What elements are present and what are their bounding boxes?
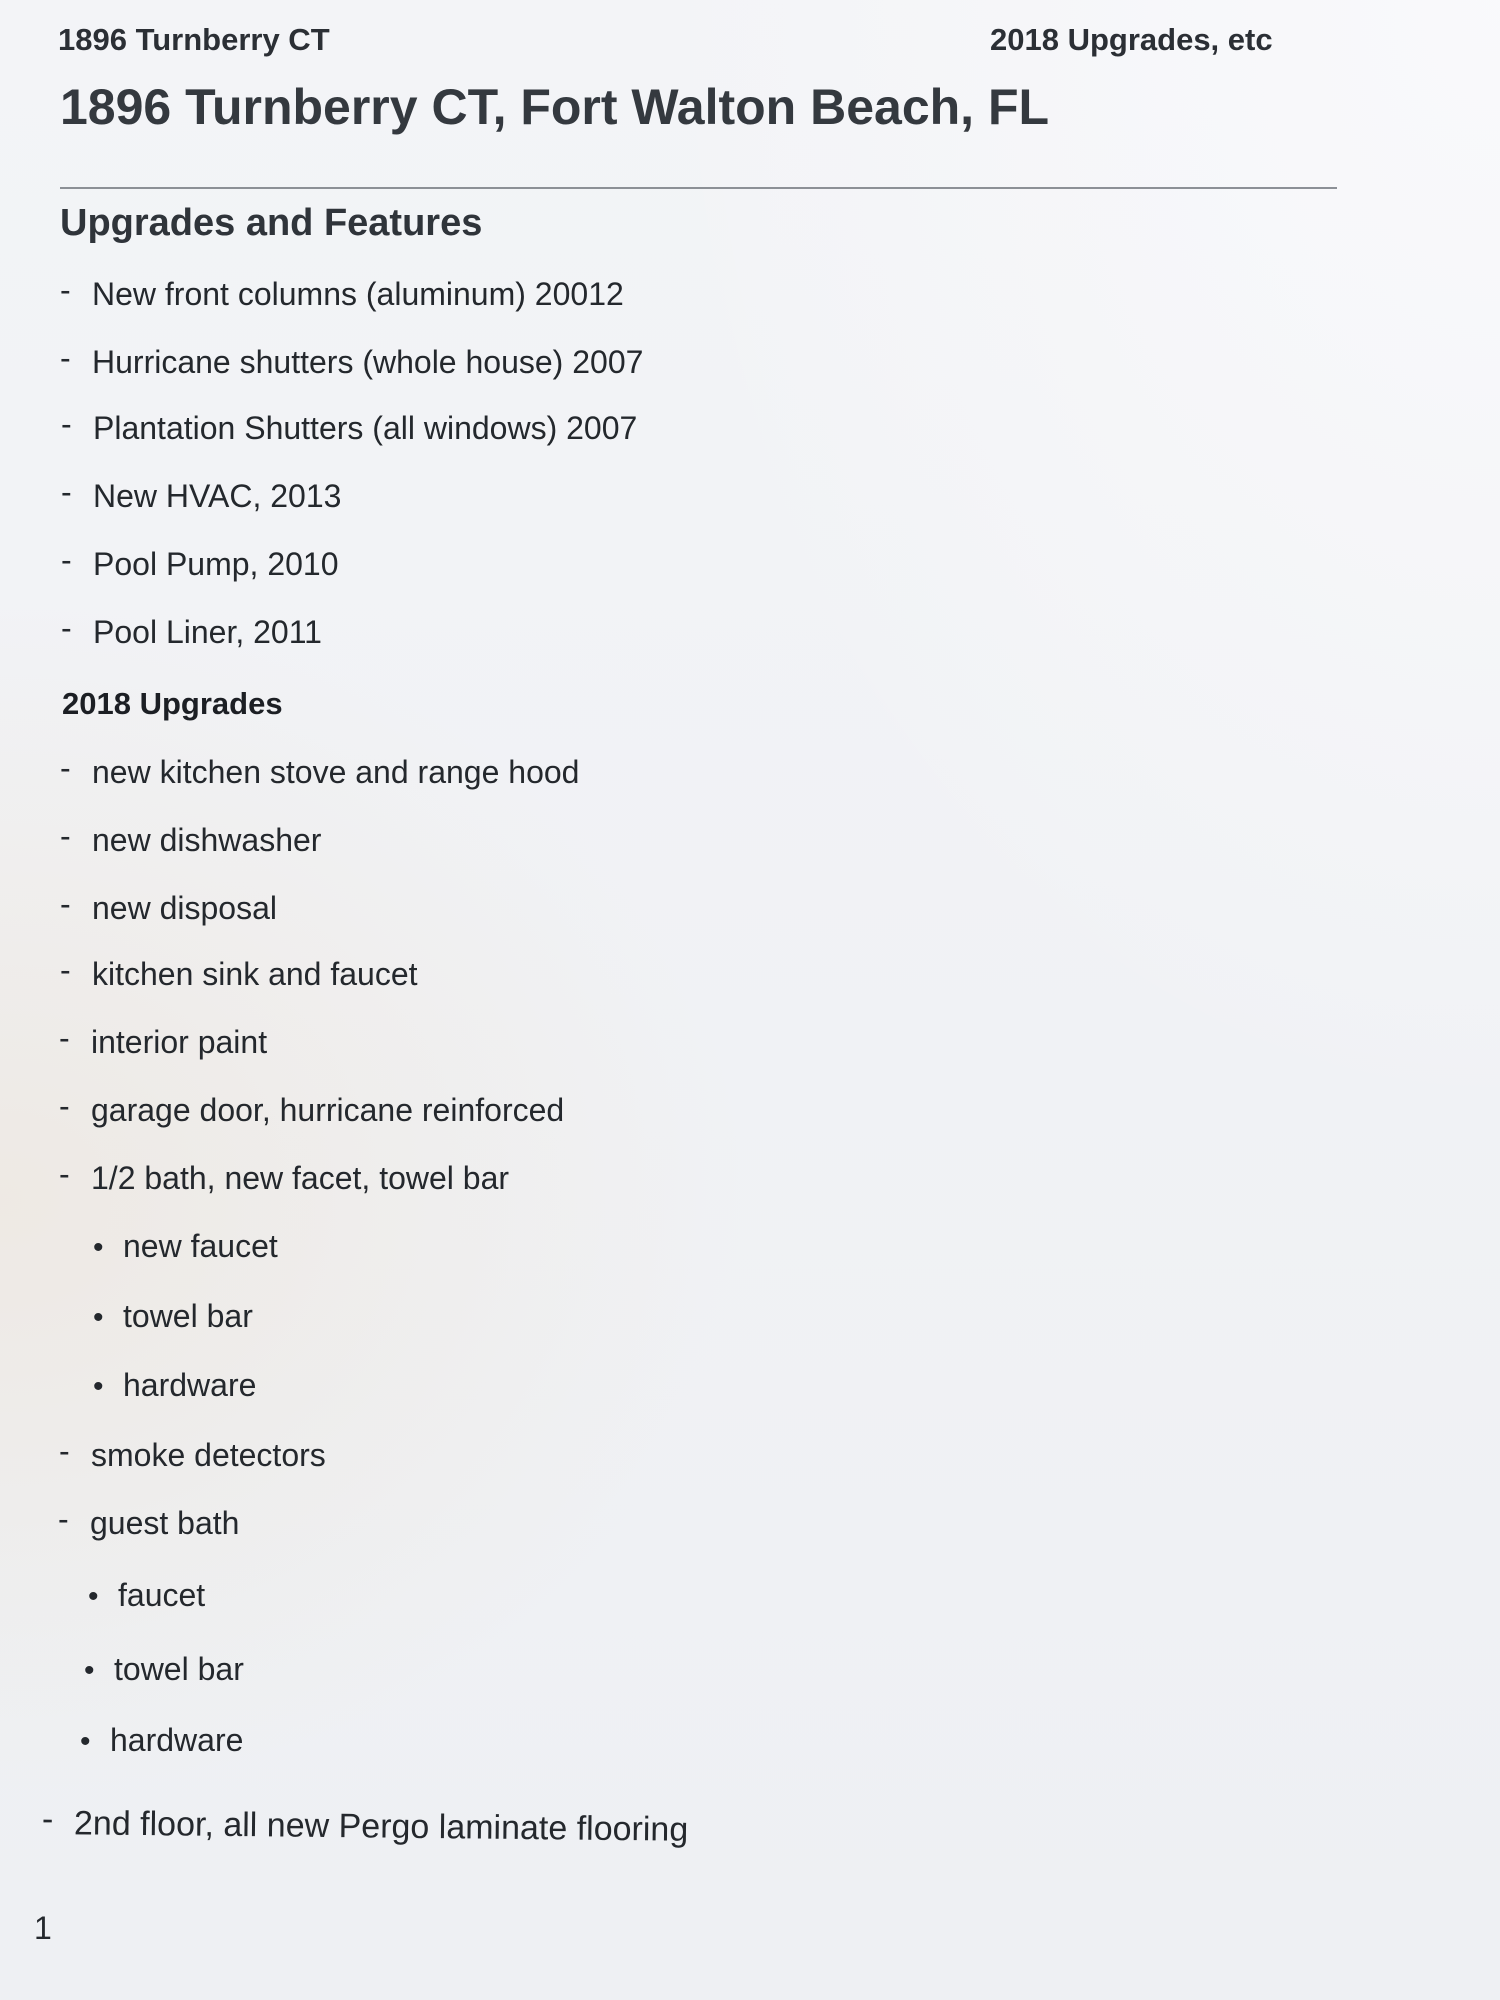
bullet-marker: •: [93, 1231, 104, 1264]
sub-list-item: [93, 1298, 253, 1335]
list-item-text: new faucet: [123, 1228, 278, 1264]
dash-marker: -: [58, 1501, 69, 1537]
list-item: [60, 952, 418, 993]
dash-marker: -: [60, 818, 71, 854]
list-item: [60, 340, 644, 381]
dash-marker: -: [41, 1800, 54, 1839]
sub-list-item: [88, 1577, 205, 1614]
list-item: [60, 818, 322, 859]
list-item-text: hardware: [123, 1367, 257, 1403]
list-item-text: hardware: [110, 1722, 244, 1758]
list-item-text: New front columns (aluminum) 20012: [92, 276, 624, 312]
sub-list-item: [93, 1228, 278, 1265]
list-item: [59, 1156, 510, 1197]
list-item: [61, 610, 322, 651]
list-item: [41, 1800, 689, 1850]
list-item-text: guest bath: [90, 1505, 240, 1541]
bullet-marker: •: [88, 1580, 99, 1613]
list-item-text: garage door, hurricane reinforced: [91, 1092, 565, 1128]
list-item-text: new dishwasher: [92, 822, 322, 858]
list-item: [60, 272, 624, 313]
dash-marker: -: [60, 340, 71, 376]
list-item-text: interior paint: [91, 1024, 268, 1060]
sub-list-item: [84, 1651, 244, 1688]
horizontal-rule: [60, 187, 1337, 189]
dash-marker: -: [59, 1020, 70, 1056]
list-item-text: Pool Liner, 2011: [93, 614, 322, 650]
list-item: [59, 1433, 326, 1474]
list-item: [61, 474, 342, 515]
dash-marker: -: [61, 474, 72, 510]
dash-marker: -: [60, 272, 71, 308]
section-heading-upgrades-features: Upgrades and Features: [60, 202, 483, 244]
dash-marker: -: [60, 750, 71, 786]
list-item-text: New HVAC, 2013: [93, 478, 342, 514]
dash-marker: -: [61, 406, 72, 442]
list-item: [58, 1501, 240, 1542]
list-item: [60, 886, 277, 927]
list-item: [61, 542, 339, 583]
list-item-text: new kitchen stove and range hood: [92, 754, 580, 790]
dash-marker: -: [59, 1088, 70, 1124]
bullet-marker: •: [93, 1370, 104, 1403]
list-item-text: towel bar: [114, 1651, 244, 1687]
list-item-text: Hurricane shutters (whole house) 2007: [92, 344, 644, 380]
dash-marker: -: [60, 952, 71, 988]
dash-marker: -: [59, 1156, 70, 1192]
bullet-marker: •: [84, 1654, 95, 1687]
list-item-text: Plantation Shutters (all windows) 2007: [93, 410, 638, 446]
list-item: [59, 1020, 268, 1061]
bullet-marker: •: [93, 1301, 104, 1334]
page-number: 1: [34, 1910, 52, 1946]
sub-list-item: [80, 1722, 243, 1759]
list-item-text: new disposal: [92, 890, 277, 926]
list-item: [61, 406, 638, 447]
list-item-text: 2nd floor, all new Pergo laminate flooring: [73, 1804, 689, 1849]
dash-marker: -: [61, 610, 72, 646]
list-item-text: kitchen sink and faucet: [92, 956, 418, 992]
list-item-text: smoke detectors: [91, 1437, 326, 1473]
list-item: [60, 750, 580, 791]
dash-marker: -: [59, 1433, 70, 1469]
sub-list-item: [93, 1367, 256, 1404]
list-item-text: towel bar: [123, 1298, 253, 1334]
list-item-text: 1/2 bath, new facet, towel bar: [91, 1160, 510, 1196]
running-header-left: 1896 Turnberry CT: [58, 22, 330, 57]
running-header-right: 2018 Upgrades, etc: [990, 22, 1273, 57]
dash-marker: -: [61, 542, 72, 578]
bullet-marker: •: [80, 1725, 91, 1758]
list-item-text: Pool Pump, 2010: [93, 546, 339, 582]
dash-marker: -: [60, 886, 71, 922]
subheading-2018-upgrades: 2018 Upgrades: [62, 686, 283, 721]
list-item-text: faucet: [118, 1577, 206, 1613]
document-title: 1896 Turnberry CT, Fort Walton Beach, FL: [60, 79, 1050, 135]
list-item: [59, 1088, 565, 1129]
